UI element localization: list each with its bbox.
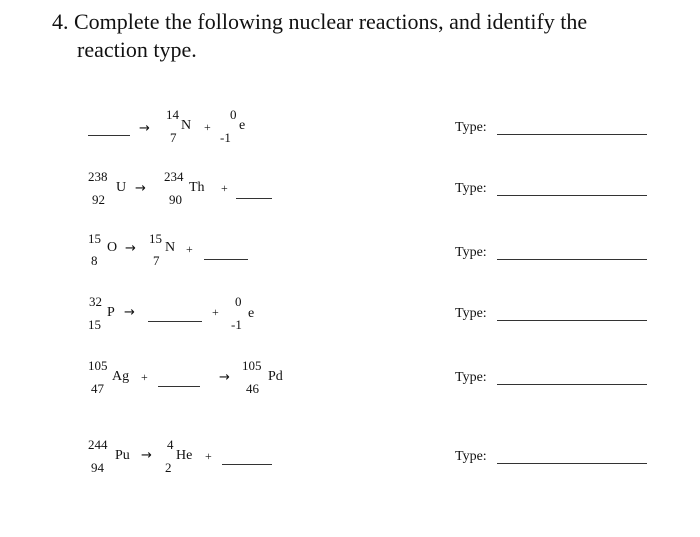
palladium-symbol: Pd [268,369,283,384]
type-label: Type: [455,370,487,385]
oxygen-mass-number: 15 [88,231,101,246]
uranium-mass-number: 238 [88,169,108,184]
electron-symbol: e [248,306,255,321]
phosphorus-symbol: P [107,305,115,320]
type-answer-blank[interactable] [497,384,647,385]
question-text-line1: Complete the following nuclear reactions, and identify the [74,9,588,34]
phosphorus-atomic-number: 15 [88,317,101,332]
answer-blank[interactable] [148,321,202,322]
type-label: Type: [455,449,487,464]
type-label: Type: [455,306,487,321]
uranium-atomic-number: 92 [92,192,105,207]
plus-sign: + [221,181,228,195]
helium-atomic-number: 2 [165,460,172,475]
palladium-mass-number: 105 [242,358,262,373]
nitrogen-symbol: N [165,240,176,255]
electron-mass-number: 0 [230,107,237,122]
type-answer-blank[interactable] [497,320,647,321]
plus-sign: + [212,305,219,319]
question-text-line2: reaction type. [77,37,197,62]
type-label: Type: [455,120,487,135]
plus-sign: + [204,120,211,134]
electron-mass-number: 0 [235,294,242,309]
nitrogen-mass-number: 14 [166,107,179,122]
plutonium-symbol: Pu [115,448,130,463]
uranium-symbol: U [116,180,127,195]
reaction-arrow: → [219,370,230,385]
type-answer-blank[interactable] [497,463,647,464]
plutonium-mass-number: 244 [88,437,108,452]
nitrogen-mass-number: 15 [149,231,162,246]
silver-symbol: Ag [112,369,130,384]
helium-mass-number: 4 [167,437,174,452]
answer-blank[interactable] [204,259,248,260]
answer-blank[interactable] [88,135,130,136]
answer-blank[interactable] [158,386,200,387]
oxygen-atomic-number: 8 [91,253,98,268]
reaction-arrow: → [135,181,146,196]
thorium-atomic-number: 90 [169,192,182,207]
silver-mass-number: 105 [88,358,108,373]
thorium-mass-number: 234 [164,169,184,184]
reaction-arrow: → [125,241,136,256]
phosphorus-mass-number: 32 [89,294,102,309]
type-answer-blank[interactable] [497,259,647,260]
type-label: Type: [455,245,487,260]
plus-sign: + [141,370,148,384]
type-answer-blank[interactable] [497,134,647,135]
electron-atomic-number: -1 [231,317,242,332]
answer-blank[interactable] [222,464,272,465]
thorium-symbol: Th [189,180,205,195]
silver-atomic-number: 47 [91,381,104,396]
type-label: Type: [455,181,487,196]
type-answer-blank[interactable] [497,195,647,196]
palladium-atomic-number: 46 [246,381,259,396]
nitrogen-symbol: N [181,118,192,133]
reaction-arrow: → [124,305,135,320]
electron-symbol: e [239,118,246,133]
electron-atomic-number: -1 [220,130,231,145]
nitrogen-atomic-number: 7 [153,253,160,268]
plus-sign: + [186,242,193,256]
nitrogen-atomic-number: 7 [170,130,177,145]
question-number: 4. [52,9,69,34]
answer-blank[interactable] [236,198,272,199]
plus-sign: + [205,449,212,463]
reaction-arrow: → [141,448,152,463]
question-heading [52,8,587,36]
plutonium-atomic-number: 94 [91,460,104,475]
helium-symbol: He [176,448,193,463]
reaction-arrow: → [139,121,150,136]
oxygen-symbol: O [107,240,118,255]
